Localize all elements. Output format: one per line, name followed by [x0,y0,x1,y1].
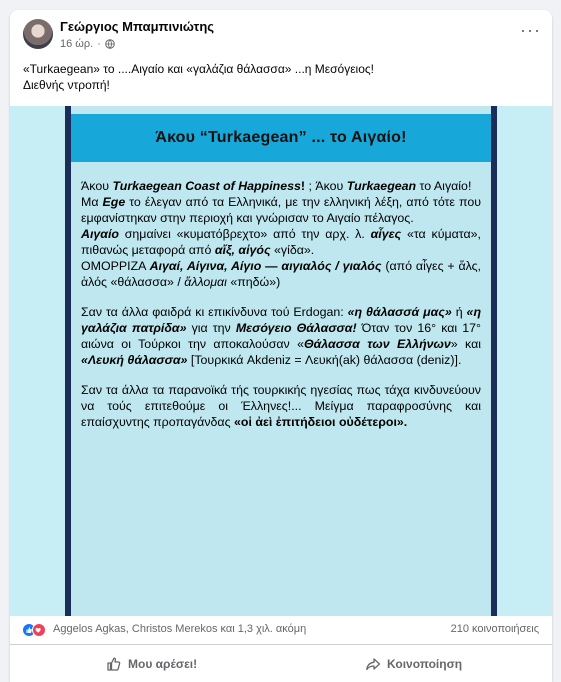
image-text [81,178,481,444]
avatar[interactable] [23,19,53,49]
thumbs-up-icon [106,656,122,672]
image-paragraph-3: Σαν τα άλλα τα παρανοϊκά τής τουρκικής ηγεσίας πως τάχα κινδυνεύουν να τούς επιτεθούμε οι Έλληνες!... Μείγμα παραφροσύνης και επαίσχυντης προπαγάνδας «οἱ ἀεὶ ἐπιτήδειοι οὐδέτεροι». [81,383,481,429]
reaction-icons[interactable] [22,623,50,637]
image-title: Άκου “Turkaegean” ... το Αιγαίο! [155,129,407,146]
image-paragraph-1: Άκου Turkaegean Coast of Happiness! ; Άκου Turkaegean το Αιγαίο! Μα Ege το έλεγαν από τα Ελληνικά, με την ελληνική λέξη, από τότε που εμφανίστηκαν στην περιοχή και γνώρισαν το Αιγαίο πέλαγος. Αιγαίο σημαίνει «κυματόβρεχτο» από την αρχ. λ. αἶγες «τα κύματα», πιθανώς μεταφορά από αἴξ, αἰγός «γίδα». ΟΜΟΡΡΙΖΑ Αιγαί, Αίγινα, Αίγιο — αιγιαλός / γιαλός (από αἶγες + ἅλς, ἁλός «θάλασσα» / ἅλλομαι «πηδώ») [81,179,481,289]
love-reaction-icon [32,623,46,637]
reaction-names[interactable]: Aggelos Agkas, Christos Merekos και 1,3 χιλ. ακόμη [53,623,307,635]
post-actions [10,645,552,682]
post-text [23,61,543,93]
share-arrow-icon [365,656,381,672]
post-time[interactable]: 16 ώρ. [60,38,94,50]
globe-icon [105,39,115,49]
post-text-line-1: «Turkaegean» το ....Αιγαίο και «γαλάζια θάλασσα» ...η Μεσόγειος! [23,62,375,76]
more-options-icon[interactable]: ··· [520,20,541,40]
like-button-label: Μου αρέσει! [128,656,198,671]
meta-separator: · [97,38,101,50]
share-count[interactable]: 210 κοινοποιήσεις [450,623,539,635]
like-button[interactable] [106,645,197,682]
post-meta [60,38,115,50]
share-button-label: Κοινοποίηση [387,656,463,671]
image-title-bar [71,114,491,162]
image-paragraph-2: Σαν τα άλλα φαιδρά κι επικίνδυνα τού Erdogan: «η θάλασσά μας» ή «η γαλάζια πατρίδα» για την Μεσόγειο Θάλασσα! Όταν τον 16° και 17° αιώνα οι Τούρκοι την αποκαλούσαν «Θάλασσα των Ελλήνων» και «Λευκή θάλασσα» [Τουρκικά Akdeniz = Λευκή(ak) θάλασσα (deniz)]. [81,305,482,367]
share-button[interactable] [365,645,462,682]
post-stats [10,616,552,645]
author-name[interactable]: Γεώργιος Μπαμπινιώτης [60,19,215,34]
post-card [10,10,552,682]
post-image[interactable] [10,106,552,616]
post-text-line-2: Διεθνής ντροπή! [23,78,110,92]
post-header [10,10,552,56]
